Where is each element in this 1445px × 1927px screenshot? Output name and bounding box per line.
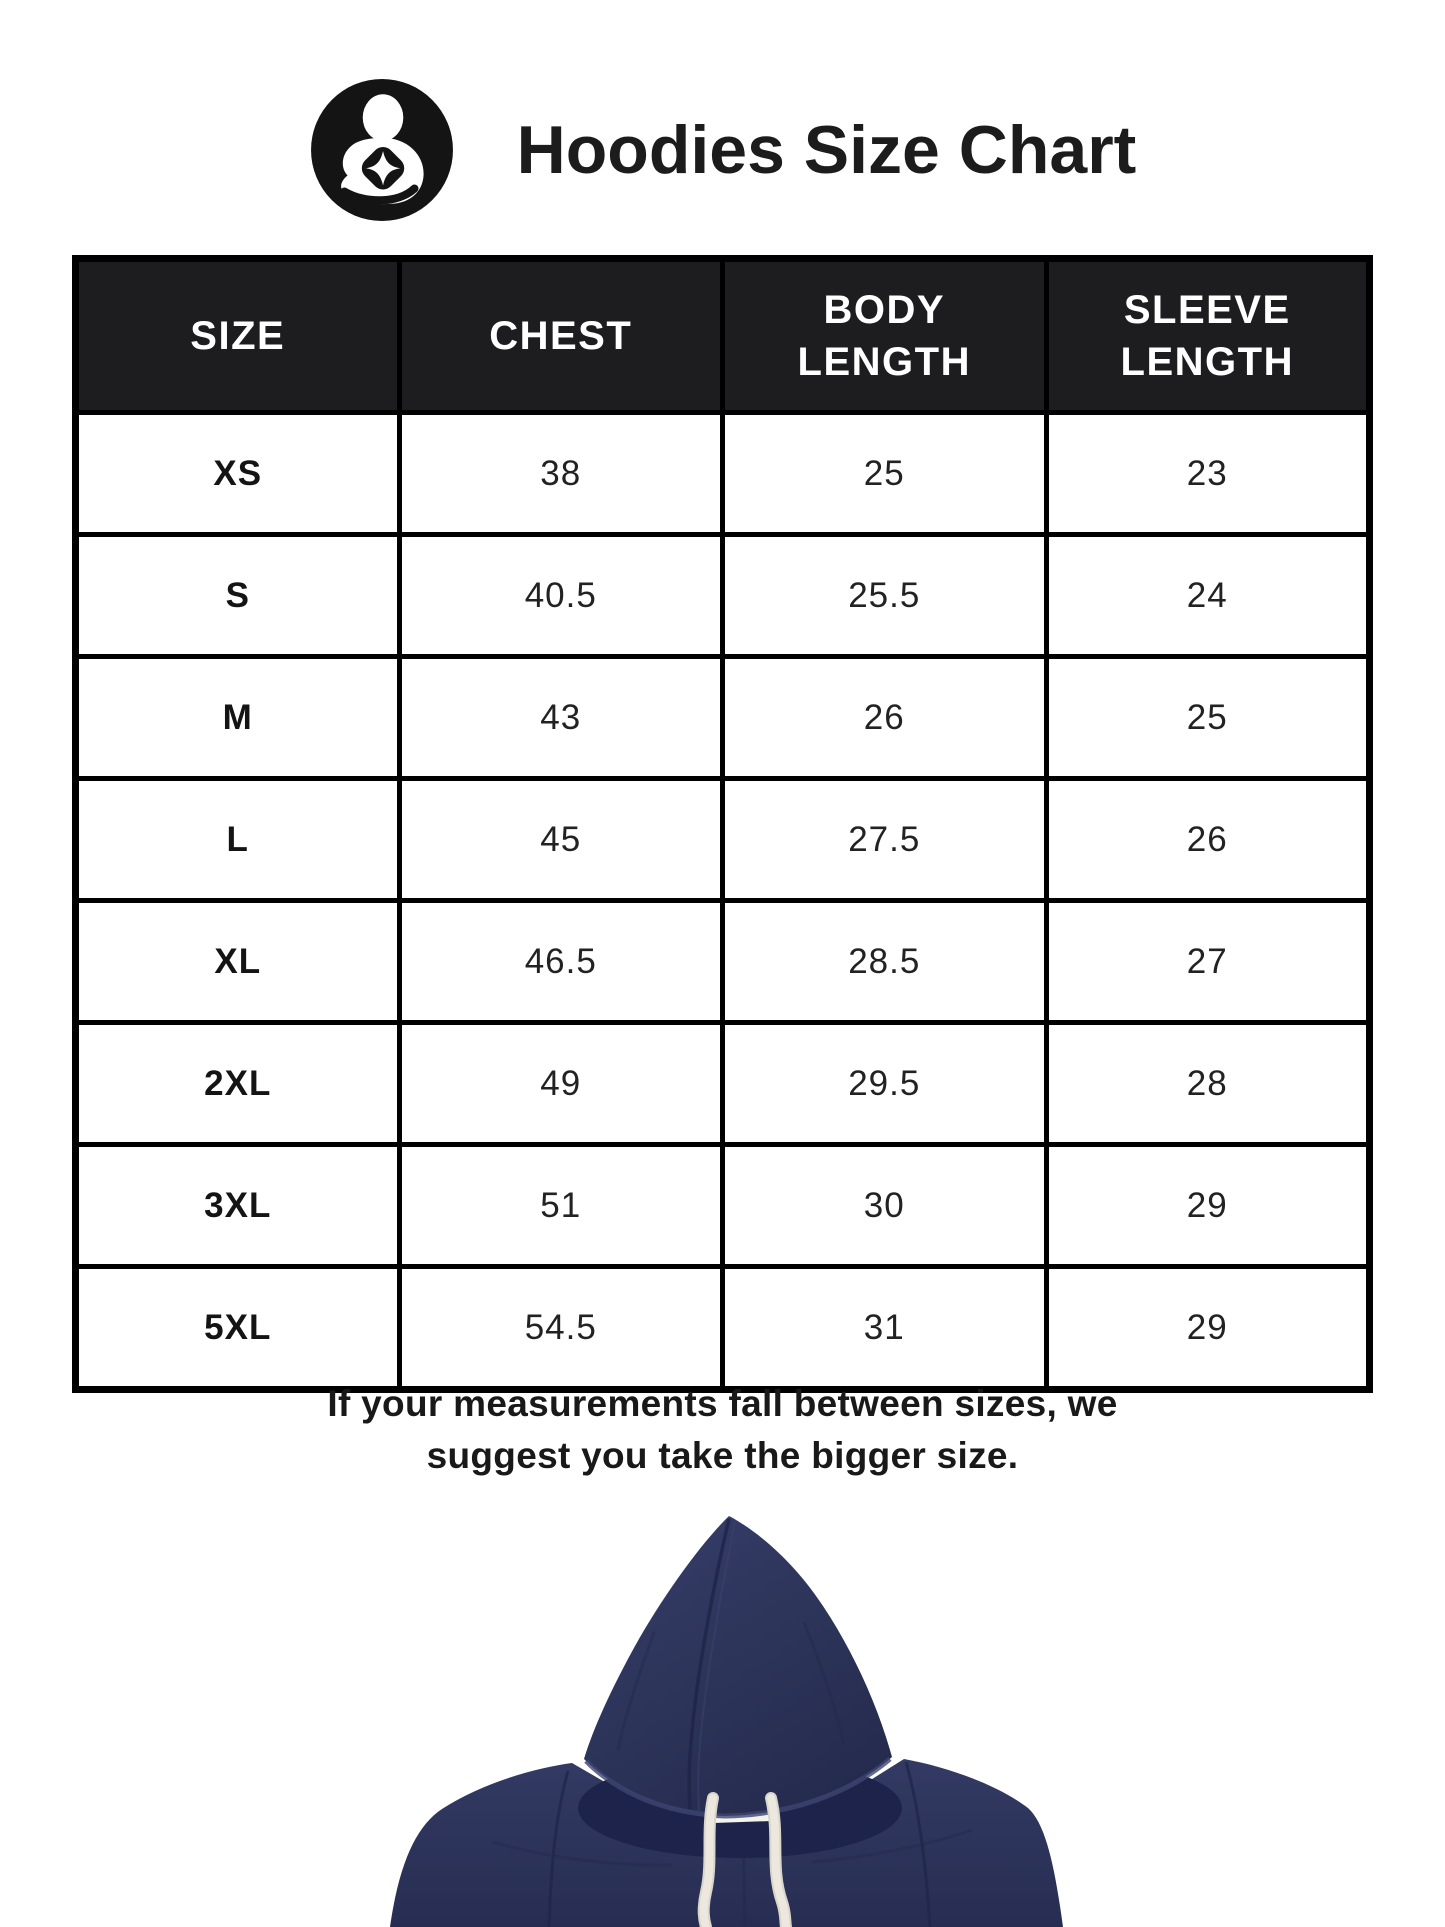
mother-and-child-logo-icon bbox=[309, 77, 455, 223]
body-length-value: 28.5 bbox=[723, 901, 1047, 1023]
table-row-xl bbox=[76, 901, 1370, 1023]
table-row-3xl bbox=[76, 1145, 1370, 1267]
sizing-note-line-2: suggest you take the bigger size. bbox=[426, 1435, 1019, 1476]
size-label: XL bbox=[76, 901, 400, 1023]
table-row-m bbox=[76, 657, 1370, 779]
sizing-note bbox=[0, 1378, 1445, 1482]
chest-value: 49 bbox=[399, 1023, 723, 1145]
col-header-chest-label: CHEST bbox=[489, 314, 633, 358]
sleeve-length-value: 27 bbox=[1046, 901, 1370, 1023]
body-length-value: 29.5 bbox=[723, 1023, 1047, 1145]
hoodie-product-image bbox=[372, 1512, 1072, 1927]
page-title: Hoodies Size Chart bbox=[516, 112, 1137, 188]
col-header-size-label: SIZE bbox=[190, 314, 286, 358]
sleeve-length-value: 28 bbox=[1046, 1023, 1370, 1145]
size-label: 3XL bbox=[76, 1145, 400, 1267]
sleeve-length-value: 23 bbox=[1046, 413, 1370, 535]
body-length-value: 27.5 bbox=[723, 779, 1047, 901]
size-label: S bbox=[76, 535, 400, 657]
sizing-note-line-1: If your measurements fall between sizes, we bbox=[327, 1383, 1118, 1424]
body-length-value: 25 bbox=[723, 413, 1047, 535]
body-length-value: 25.5 bbox=[723, 535, 1047, 657]
size-label: M bbox=[76, 657, 400, 779]
table-row-5xl bbox=[76, 1267, 1370, 1390]
sleeve-length-value: 25 bbox=[1046, 657, 1370, 779]
col-header-sleeve-length bbox=[1046, 259, 1370, 413]
sleeve-length-value: 29 bbox=[1046, 1145, 1370, 1267]
size-label: L bbox=[76, 779, 400, 901]
chest-value: 54.5 bbox=[399, 1267, 723, 1390]
chest-value: 40.5 bbox=[399, 535, 723, 657]
col-header-sleeve-length-label: SLEEVE LENGTH bbox=[1120, 288, 1294, 384]
size-table bbox=[72, 255, 1373, 1393]
masthead bbox=[0, 72, 1445, 228]
chest-value: 38 bbox=[399, 413, 723, 535]
chest-value: 45 bbox=[399, 779, 723, 901]
chest-value: 51 bbox=[399, 1145, 723, 1267]
sleeve-length-value: 24 bbox=[1046, 535, 1370, 657]
chest-value: 46.5 bbox=[399, 901, 723, 1023]
size-label: 5XL bbox=[76, 1267, 400, 1390]
col-header-size bbox=[76, 259, 400, 413]
chest-value: 43 bbox=[399, 657, 723, 779]
header-row bbox=[76, 259, 1370, 413]
table-row-s bbox=[76, 535, 1370, 657]
col-header-chest bbox=[399, 259, 723, 413]
size-label: 2XL bbox=[76, 1023, 400, 1145]
col-header-body-length bbox=[723, 259, 1047, 413]
table-row-l bbox=[76, 779, 1370, 901]
table-row-xs bbox=[76, 413, 1370, 535]
sleeve-length-value: 29 bbox=[1046, 1267, 1370, 1390]
size-label: XS bbox=[76, 413, 400, 535]
body-length-value: 30 bbox=[723, 1145, 1047, 1267]
col-header-body-length-label: BODY LENGTH bbox=[797, 288, 971, 384]
size-table-container bbox=[72, 255, 1373, 1393]
body-length-value: 31 bbox=[723, 1267, 1047, 1390]
table-row-2xl bbox=[76, 1023, 1370, 1145]
body-length-value: 26 bbox=[723, 657, 1047, 779]
sleeve-length-value: 26 bbox=[1046, 779, 1370, 901]
